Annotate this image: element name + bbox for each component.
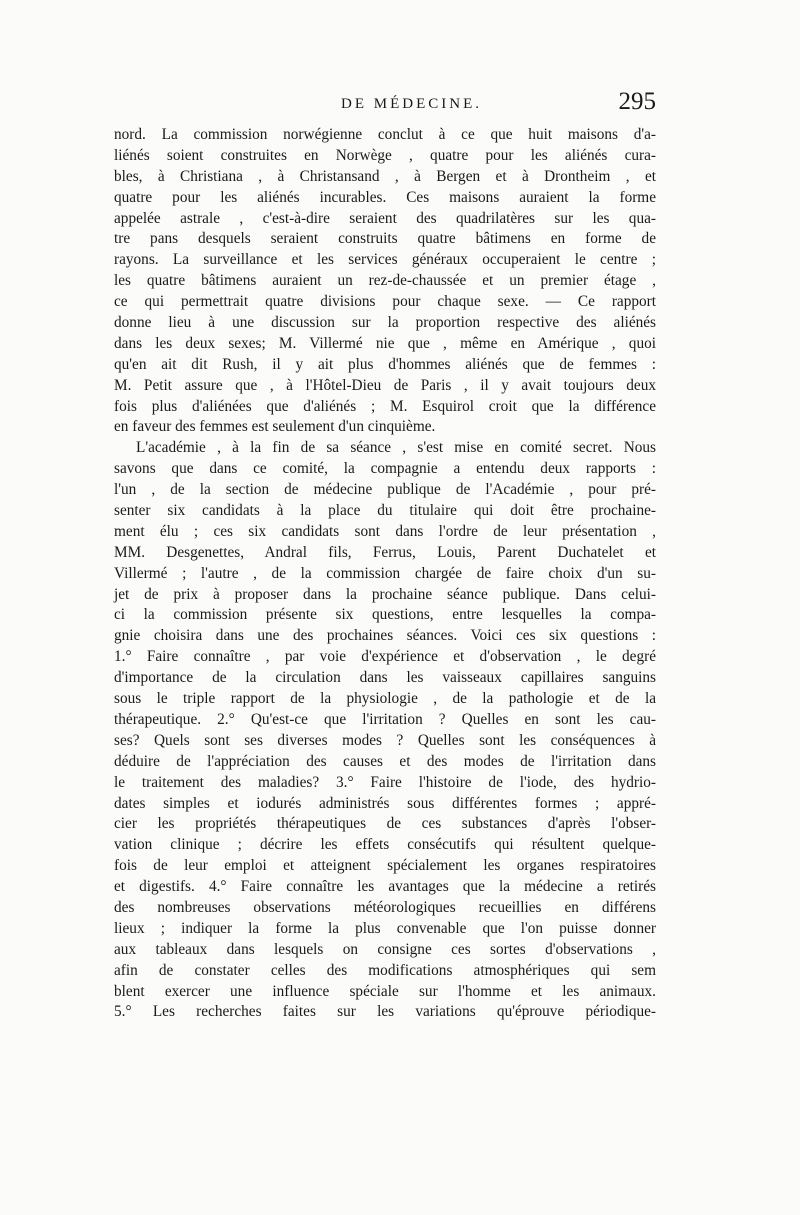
page-number: 295	[618, 88, 656, 115]
text-line: ment élu ; ces six candidats sont dans l'ordre de leur présentation ,	[114, 522, 656, 540]
text-line: ce qui permettrait quatre divisions pour chaque sexe. — Ce rapport	[114, 293, 656, 311]
text-line: donne lieu à une discussion sur la proportion respective des aliénés	[114, 314, 656, 332]
text-line: 5.° Les recherches faites sur les variations qu'éprouve périodique-	[114, 1003, 656, 1021]
text-line: lieux ; indiquer la forme la plus convenable que l'on puisse donner	[114, 919, 656, 937]
text-line: nord. La commission norwégienne conclut à ce que huit maisons d'a-	[114, 126, 656, 143]
text-line: quatre pour les aliénés incurables. Ces maisons auraient la forme	[114, 188, 656, 206]
text-line: déduire de l'appréciation des causes et des modes de l'irritation dans	[114, 752, 656, 770]
text-line: liénés soient construites en Norwège , quatre pour les aliénés cura-	[114, 146, 656, 164]
text-line: thérapeutique. 2.° Qu'est-ce que l'irritation ? Quelles en sont les cau-	[114, 710, 656, 728]
text-line: ci la commission présente six questions, entre lesquelles la compa-	[114, 606, 656, 624]
text-line: ses? Quels sont ses diverses modes ? Quelles sont les conséquences à	[114, 731, 656, 749]
paragraph-end-line: en faveur des femmes est seulement d'un cinquième.	[114, 418, 436, 436]
page-header	[116, 88, 656, 124]
text-line: fois plus d'aliénées que d'aliénés ; M. Esquirol croit que la différence	[114, 397, 656, 415]
text-line: jet de prix à proposer dans la prochaine séance publique. Dans celui-	[114, 585, 656, 603]
text-line: gnie choisira dans une des prochaines séances. Voici ces six questions :	[114, 627, 656, 645]
text-line: blent exercer une influence spéciale sur l'homme et les animaux.	[114, 982, 656, 1000]
text-line: senter six candidats à la place du titulaire qui doit être prochaine-	[114, 502, 656, 520]
text-line: l'un , de la section de médecine publique de l'Académie , pour pré-	[114, 481, 656, 499]
text-line: dates simples et iodurés administrés sous différentes formes ; appré-	[114, 794, 656, 812]
text-line: les quatre bâtimens auraient un rez-de-chaussée et un premier étage ,	[114, 272, 656, 290]
text-line: des nombreuses observations météorologiques recueillies en différens	[114, 898, 656, 916]
text-line: qu'en ait dit Rush, il y ait plus d'hommes aliénés que de femmes :	[114, 355, 656, 373]
text-line: vation clinique ; décrire les effets consécutifs qui résultent quelque-	[114, 836, 656, 854]
text-line: M. Petit assure que , à l'Hôtel-Dieu de Paris , il y avait toujours deux	[114, 376, 656, 394]
text-line: 1.° Faire connaître , par voie d'expérience et d'observation , le degré	[114, 648, 656, 666]
text-line: tre pans desquels seraient construits quatre bâtimens en forme de	[114, 230, 656, 248]
text-line: afin de constater celles des modifications atmosphériques qui sem	[114, 961, 656, 979]
text-line: aux tableaux dans lesquels on consigne ces sortes d'observations ,	[114, 940, 656, 958]
text-line: et digestifs. 4.° Faire connaître les avantages que la médecine a retirés	[114, 878, 656, 896]
running-title: DE MÉDECINE.	[341, 96, 482, 112]
text-line: d'importance de la circulation dans les vaisseaux capillaires sanguins	[114, 669, 656, 687]
text-line: dans les deux sexes; M. Villermé nie que , même en Amérique , quoi	[114, 334, 656, 352]
text-line: savons que dans ce comité, la compagnie a entendu deux rapports :	[114, 460, 656, 478]
text-line: appelée astrale , c'est-à-dire seraient des quadrilatères sur les qua-	[114, 209, 656, 227]
text-line: cier les propriétés thérapeutiques de ces substances d'après l'obser-	[114, 815, 656, 833]
text-line: fois de leur emploi et atteignent spécialement les organes respiratoires	[114, 857, 656, 875]
text-line: sous le triple rapport de la physiologie , de la pathologie et de la	[114, 690, 656, 708]
text-line: bles, à Christiana , à Christansand , à Bergen et à Drontheim , et	[114, 167, 656, 185]
text-line: le traitement des maladies? 3.° Faire l'histoire de l'iode, des hydrio-	[114, 773, 656, 791]
body-text	[114, 125, 656, 1023]
paragraph-start-line: L'académie , à la fin de sa séance , s'est mise en comité secret. Nous	[136, 439, 656, 457]
text-line: Villermé ; l'autre , de la commission chargée de faire choix d'un su-	[114, 564, 656, 582]
text-line: MM. Desgenettes, Andral fils, Ferrus, Louis, Parent Duchatelet et	[114, 543, 656, 561]
text-line: rayons. La surveillance et les services généraux occuperaient le centre ;	[114, 251, 656, 269]
